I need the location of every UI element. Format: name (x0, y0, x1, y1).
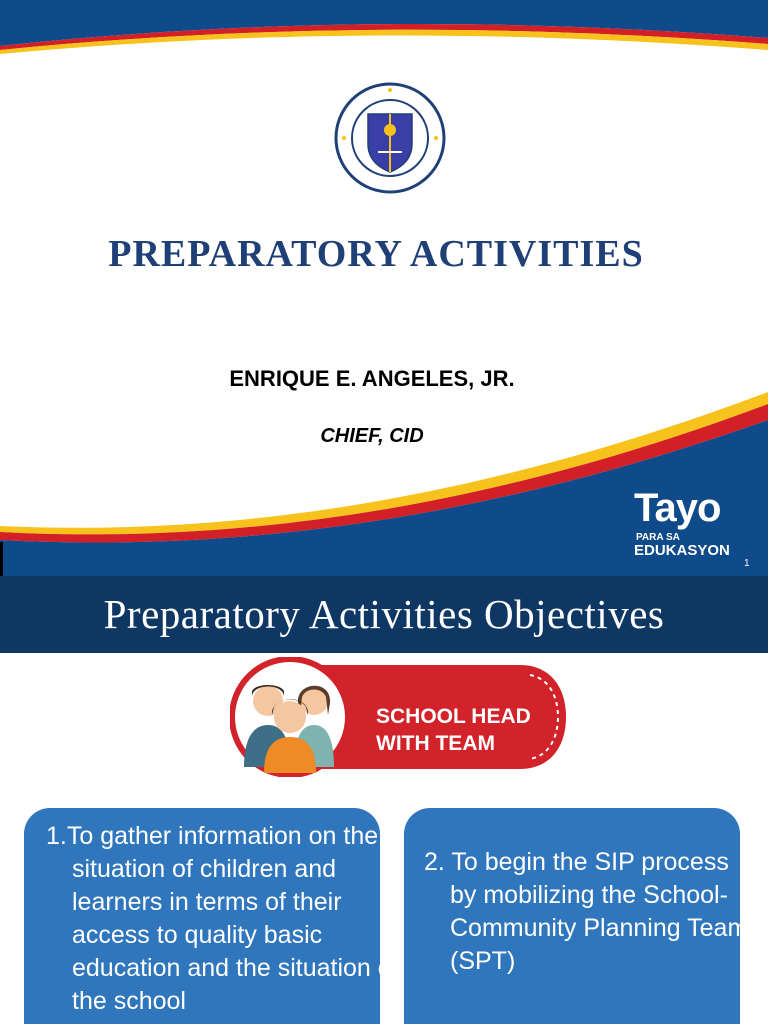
objective-text-2: 2. To begin the SIP process by mobilizing the School-Community Planning Team (SPT) (424, 848, 749, 975)
badge-line-1: SCHOOL HEAD (376, 705, 531, 728)
objectives-title: Preparatory Activities Objectives (103, 591, 665, 637)
badge-line-2: WITH TEAM (376, 732, 495, 755)
deped-seal-icon (328, 82, 452, 194)
logo-subline-2: EDUKASYON (634, 542, 730, 559)
presenter-position: CHIEF, CID (320, 425, 424, 447)
objectives-slide (0, 576, 768, 1024)
objective-text-1: 1.To gather information on the situation of children and learners in terms of their access to quality basic education and the situation of the school (46, 822, 399, 1015)
objective-card-1 (24, 808, 399, 1024)
slide-title: PREPARATORY ACTIVITIES (108, 233, 644, 275)
badge-label (376, 703, 531, 757)
logo-word: Tayo (634, 486, 721, 530)
page-number: 1 (744, 558, 750, 569)
presenter-name: ENRIQUE E. ANGELES, JR. (229, 366, 515, 391)
objective-card-2 (404, 808, 749, 1024)
slide-edge (0, 542, 3, 576)
tayo-logo (634, 486, 754, 566)
logo-subline-1: PARA SA (636, 532, 680, 543)
